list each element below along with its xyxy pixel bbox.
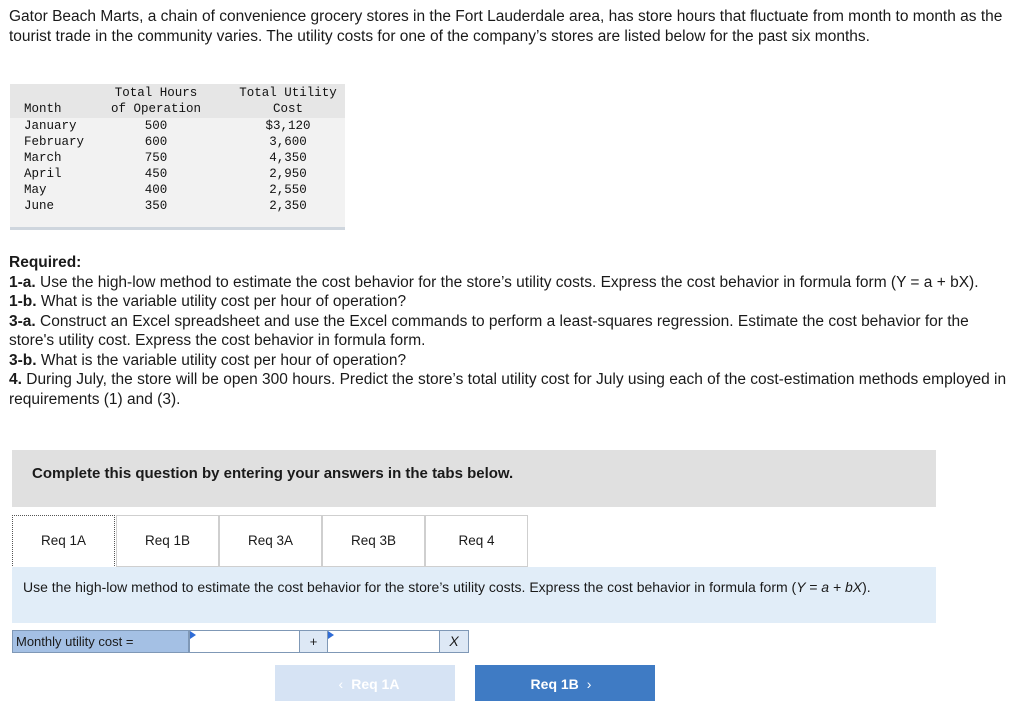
banner-text: Complete this question by entering your answers in the tabs below.	[32, 465, 514, 482]
input-marker-icon	[328, 631, 334, 639]
cell-hours: 500	[144, 119, 168, 133]
header-cost-line2: Cost	[272, 102, 303, 116]
input-marker-icon	[190, 631, 196, 639]
tab-req-1b[interactable]: Req 1B	[116, 515, 219, 567]
panel-text	[23, 578, 923, 596]
cell-hours: 350	[144, 199, 168, 213]
table-row	[10, 182, 345, 198]
requirement-label: 3-b.	[9, 351, 37, 369]
panel-text-after: ).	[862, 579, 871, 595]
chevron-left-icon: ‹	[338, 676, 344, 692]
utility-cost-table	[10, 84, 345, 230]
cell-cost: 2,350	[269, 199, 307, 213]
cell-hours: 400	[144, 183, 168, 197]
tab-req-3a[interactable]: Req 3A	[219, 515, 322, 567]
required-title: Required:	[9, 254, 82, 271]
header-cost-line1: Total Utility	[239, 86, 337, 100]
tab-req-4[interactable]: Req 4	[425, 515, 528, 567]
requirements	[9, 253, 1014, 409]
panel-text-before: Use the high-low method to estimate the cost behavior for the store’s utility costs. Express the cost behavior in formula form (	[23, 579, 797, 595]
chevron-right-icon: ›	[586, 676, 592, 692]
cell-hours: 450	[144, 167, 168, 181]
cell-hours: 750	[144, 151, 168, 165]
cell-hours: 600	[144, 135, 168, 149]
next-req-label: Req 1B	[530, 676, 579, 692]
requirement-label: 4.	[9, 371, 22, 388]
prev-req-label: Req 1A	[351, 676, 400, 692]
problem-intro: Gator Beach Marts, a chain of convenience grocery stores in the Fort Lauderdale area, has store hours that fluctuate from month to month as the tourist trade in the community varies. The utility costs for one of the company’s stores are listed below for the past six months.	[9, 8, 1003, 45]
table-row	[10, 166, 345, 182]
x-variable-label: X	[440, 630, 469, 653]
prev-req-button[interactable]	[275, 665, 455, 701]
next-req-button[interactable]	[475, 665, 655, 701]
cell-month: June	[24, 199, 55, 213]
requirement-text: Construct an Excel spreadsheet and use the Excel commands to perform a least-squares regression. Estimate the cost behavior for the store's utility cost. Express the cost behavior in formula form.	[9, 312, 969, 349]
cell-month: May	[24, 183, 47, 197]
requirement-item	[9, 312, 1014, 351]
cell-cost: 3,600	[269, 135, 307, 149]
requirement-label: 3-a.	[9, 312, 36, 330]
cell-cost: 4,350	[269, 151, 307, 165]
requirement-text: During July, the store will be open 300 hours. Predict the store’s total utility cost for July using each of the cost-estimation methods employed in requirements (1) and (3).	[9, 371, 1007, 408]
table-row	[10, 134, 345, 150]
cell-cost: 2,950	[269, 167, 307, 181]
header-month: Month	[24, 102, 62, 116]
cell-month: April	[24, 167, 62, 181]
panel-formula: Y = a + bX	[796, 579, 863, 595]
requirement-text: What is the variable utility cost per hour of operation?	[36, 351, 407, 369]
table-row	[10, 118, 345, 134]
monthly-utility-cost-label: Monthly utility cost =	[12, 630, 189, 653]
table-header	[10, 84, 345, 118]
requirement-item	[9, 351, 1014, 371]
variable-rate-input[interactable]	[327, 630, 440, 653]
requirement-item	[9, 370, 1014, 409]
cell-cost: $3,120	[265, 119, 311, 133]
header-hours-line2: of Operation	[110, 102, 201, 116]
cell-month: March	[24, 151, 62, 165]
requirement-label: 1-b.	[9, 293, 37, 310]
requirement-item	[9, 273, 1014, 293]
requirement-item	[9, 292, 1014, 312]
plus-sign: +	[300, 630, 327, 653]
instruction-banner	[12, 450, 936, 507]
cell-month: February	[24, 135, 85, 149]
cell-month: January	[24, 119, 77, 133]
requirement-text: What is the variable utility cost per hour of operation?	[36, 293, 407, 310]
table-row	[10, 198, 345, 214]
requirement-text: Use the high-low method to estimate the cost behavior for the store’s utility costs. Express the cost behavior in formula form (Y = a + bX).	[35, 273, 979, 291]
fixed-cost-input[interactable]	[189, 630, 300, 653]
requirement-label: 1-a.	[9, 273, 36, 291]
header-hours-line1: Total Hours	[114, 86, 198, 100]
tab-panel-instructions	[12, 567, 936, 623]
tab-req-3b[interactable]: Req 3B	[322, 515, 425, 567]
table-row	[10, 150, 345, 166]
tab-req-1a[interactable]: Req 1A	[12, 515, 115, 568]
cell-cost: 2,550	[269, 183, 307, 197]
